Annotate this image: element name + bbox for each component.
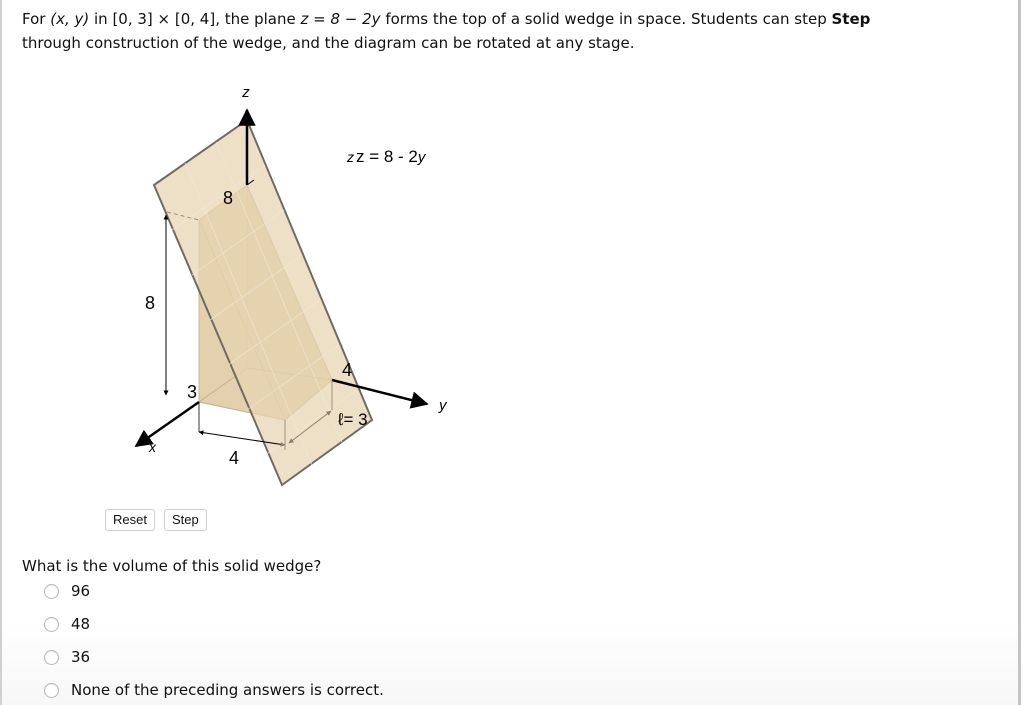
option-label: 48 (71, 615, 91, 633)
intro-text-line2: through construction of the wedge, and the diagram can be rotated at any stage. (22, 34, 635, 52)
domain-text: [0, 3] × [0, 4], (112, 10, 220, 28)
intro-text: For (22, 10, 51, 28)
step-button[interactable]: Step (164, 509, 207, 531)
option-label: 96 (71, 582, 91, 600)
x-axis-label: x (149, 439, 156, 455)
plane-surface (154, 120, 372, 485)
radio-button[interactable] (44, 683, 59, 698)
y-extent-bottom-label: 4 (229, 448, 240, 468)
height-left-label: 8 (145, 293, 156, 313)
plane-equation-var: y (417, 149, 426, 166)
wedge-3d-diagram[interactable] (102, 75, 462, 495)
radio-button[interactable] (44, 650, 59, 665)
length-label: ℓ= 3 (338, 410, 368, 429)
answer-option-96[interactable] (44, 580, 90, 602)
y-extent-right-label: 4 (342, 360, 353, 380)
step-keyword: Step (831, 10, 871, 28)
answer-option-none[interactable] (44, 679, 384, 701)
question-prompt: What is the volume of this solid wedge? (22, 557, 322, 575)
radio-button[interactable] (44, 617, 59, 632)
problem-description (22, 7, 982, 55)
reset-button[interactable]: Reset (105, 509, 155, 531)
answer-option-48[interactable] (44, 613, 90, 635)
y-axis-label: y (439, 397, 447, 414)
xy-variables: (x, y) (50, 10, 90, 28)
plane-equation: z = 8 − 2y (300, 10, 381, 28)
option-label: None of the preceding answers is correct. (71, 681, 384, 699)
answer-option-36[interactable] (44, 646, 90, 668)
x-extent-label: 3 (187, 382, 198, 402)
option-label: 36 (71, 648, 91, 666)
radio-button[interactable] (44, 584, 59, 599)
height-top-label: 8 (223, 188, 234, 208)
z-axis-label: z (242, 84, 250, 101)
x-axis (136, 402, 199, 446)
plane-equation-prefix: z = 8 - 2 (356, 147, 418, 166)
plane-equation-label: z z = 8 - 2y (347, 147, 426, 166)
intro-text: the plane (219, 10, 301, 28)
intro-text: forms the top of a solid wedge in space. Students can step (380, 10, 832, 28)
intro-text: in (89, 10, 113, 28)
